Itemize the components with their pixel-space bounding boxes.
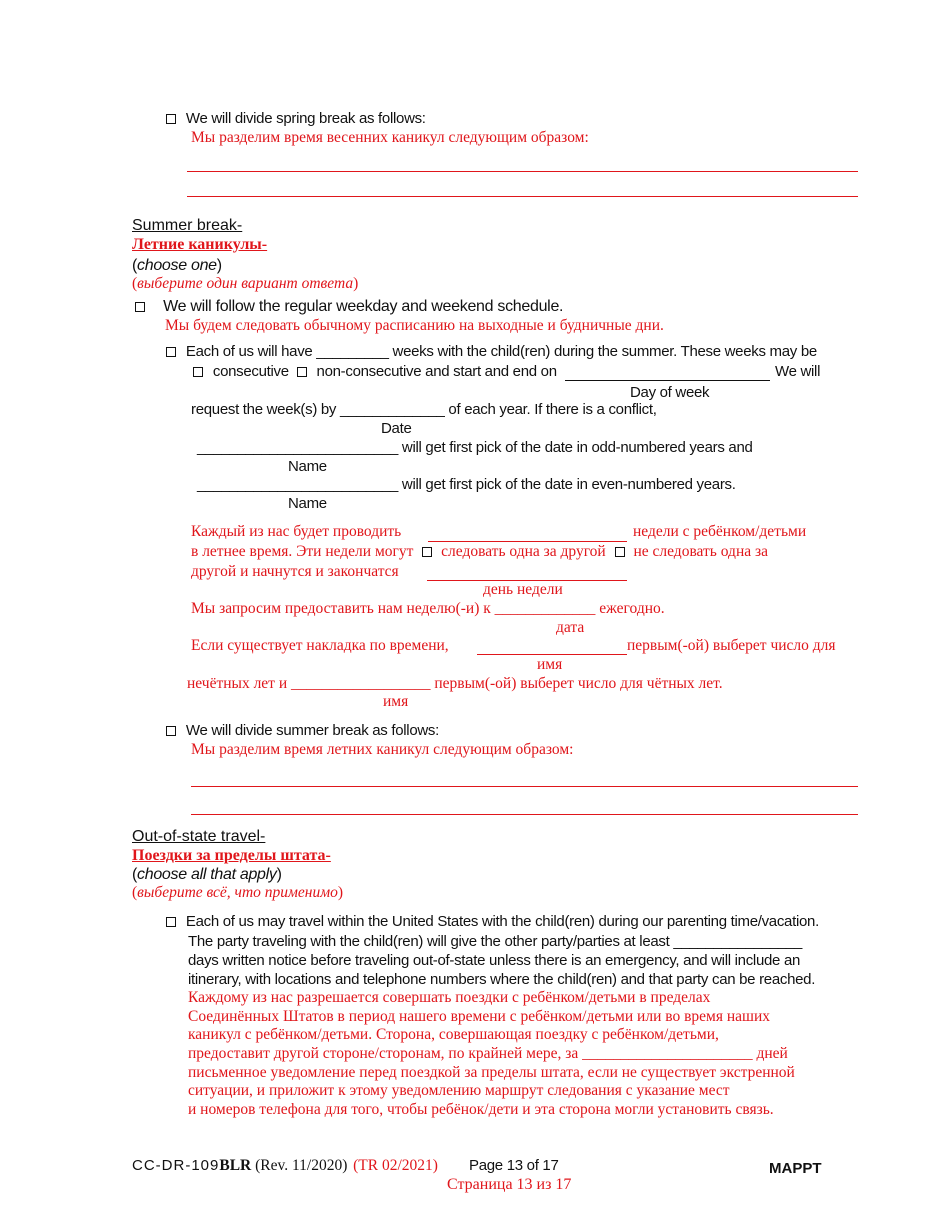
summer-heading-en: Summer break-: [132, 217, 243, 234]
summer-regular-label-en: We will follow the regular weekday and weekend schedule.: [163, 298, 564, 315]
footer-mappt: MAPPT: [769, 1160, 822, 1177]
summer-weeks-ru-3: другой и начнутся и закончатся: [191, 563, 399, 580]
summer-weeks-ru-1a: Каждый из нас будет проводить: [191, 523, 402, 540]
travel-ru-1: Каждому из нас разрешается совершать поездки с ребёнком/детьми в пределах: [188, 989, 711, 1006]
footer-form-id: CC-DR-109BLR (Rev. 11/2020) (TR 02/2021): [132, 1157, 438, 1174]
footer-page-en: Page 13 of 17: [469, 1157, 559, 1174]
summer-regular-label-ru: Мы будем следовать обычному расписанию на выходные и будничные дни.: [165, 317, 664, 334]
travel-en-4: itinerary, with locations and telephone numbers where the child(ren) and that party can be reached.: [188, 971, 816, 988]
name-caption-2: Name: [288, 495, 327, 512]
consecutive-checkbox[interactable]: [193, 367, 203, 377]
spring-line-2[interactable]: [187, 196, 858, 197]
travel-ru-3: каникул с ребёнком/детьми. Сторона, совершающая поездку с ребёнком/детьми,: [188, 1026, 719, 1043]
travel-heading-ru: Поездки за пределы штата-: [132, 847, 331, 864]
ru-date-caption: дата: [556, 619, 585, 636]
summer-divide-checkbox[interactable]: [166, 726, 176, 736]
odd-years-text: _________________________ will get first pick of the date in odd-numbered years and: [197, 439, 753, 456]
summer-heading-ru: Летние каникулы-: [132, 236, 268, 253]
name-caption-1: Name: [288, 458, 327, 475]
summer-divide-label-en: We will divide summer break as follows:: [185, 722, 439, 739]
travel-ru-6: ситуации, и приложит к этому уведомлению маршрут следования с указание мест: [188, 1082, 730, 1099]
summer-consecutive-row: [193, 363, 557, 380]
day-of-week-caption: Day of week: [630, 384, 710, 401]
travel-en-2: The party traveling with the child(ren) will give the other party/parties at least ________________: [188, 933, 803, 950]
summer-choose-en: (choose one): [132, 257, 222, 274]
travel-choose-ru: (выберите всё, что применимо): [132, 884, 344, 901]
travel-ru-7: и номеров телефона для того, чтобы ребёнок/дети и эта сторона могли установить связь.: [188, 1101, 774, 1118]
summer-choose-ru: (выберите один вариант ответа): [132, 275, 359, 292]
summer-line-2[interactable]: [191, 814, 858, 815]
summer-weeks-checkbox[interactable]: [166, 347, 176, 357]
travel-en-1: Each of us may travel within the United States with the child(ren) during our parenting time/vacation.: [185, 913, 819, 930]
consecutive-label: consecutive: [212, 363, 289, 380]
non-consecutive-label: non-consecutive and start and end on: [316, 363, 557, 380]
ru-name-caption-1: имя: [537, 656, 563, 673]
travel-checkbox[interactable]: [166, 917, 176, 927]
we-will-text: We will: [775, 363, 821, 380]
summer-weeks-line1-en: Each of us will have _________ weeks with the child(ren) during the summer. These weeks may be: [185, 343, 817, 360]
ru-name-caption-2: имя: [383, 693, 409, 710]
summer-divide-label-ru: Мы разделим время летних каникул следующим образом:: [191, 741, 574, 758]
summer-weeks-ru-1b: недели с ребёнком/детьми: [633, 523, 807, 540]
ru-consecutive-checkbox[interactable]: [422, 547, 432, 557]
ru-day-caption: день недели: [483, 581, 563, 598]
travel-en-3: days written notice before traveling out-of-state unless there is an emergency, and will include an: [188, 952, 801, 969]
ru-name-line-1[interactable]: [477, 654, 627, 655]
summer-regular-checkbox[interactable]: [135, 302, 145, 312]
summer-weeks-ru-5a: Если существует накладка по времени,: [191, 637, 449, 654]
travel-ru-4: предоставит другой стороне/сторонам, по крайней мере, за ______________________ дней: [188, 1045, 788, 1062]
ru-weeks-line[interactable]: [428, 541, 627, 542]
spring-divide-checkbox[interactable]: [166, 114, 176, 124]
summer-regular-option: [135, 298, 563, 316]
date-caption: Date: [381, 420, 412, 437]
travel-ru-5: письменное уведомление перед поездкой за пределы штата, если не существует экстренной: [188, 1064, 795, 1081]
summer-divide-option: [166, 722, 439, 739]
summer-weeks-ru-6: нечётных лет и __________________ первым(-ой) выберет число для чётных лет.: [187, 675, 723, 692]
summer-weeks-ru-4: Мы запросим предоставить нам неделю(-и) к _____________ ежегодно.: [191, 600, 665, 617]
day-of-week-line[interactable]: [565, 380, 770, 381]
travel-option: [166, 913, 819, 930]
summer-line-1[interactable]: [191, 786, 858, 787]
summer-weeks-ru-5b: первым(-ой) выберет число для: [627, 637, 836, 654]
travel-heading-en: Out-of-state travel-: [132, 828, 266, 845]
footer-page-ru: Страница 13 из 17: [447, 1176, 572, 1193]
spring-option: [166, 110, 426, 127]
spring-option-label-en: We will divide spring break as follows:: [185, 110, 426, 127]
even-years-text: _________________________ will get first pick of the date in even-numbered years.: [197, 476, 736, 493]
request-weeks-text: request the week(s) by _____________ of each year. If there is a conflict,: [191, 401, 657, 418]
ru-non-consecutive-checkbox[interactable]: [615, 547, 625, 557]
travel-ru-2: Соединённых Штатов в период нашего времени с ребёнком/детьми или во время наших: [188, 1008, 770, 1025]
spring-line-1[interactable]: [187, 171, 858, 172]
travel-choose-en: (choose all that apply): [132, 866, 282, 883]
summer-weeks-ru-2: в летнее время. Эти недели могут следовать одна за другой не следовать одна за: [191, 543, 768, 560]
spring-option-label-ru: Мы разделим время весенних каникул следующим образом:: [191, 129, 589, 146]
summer-weeks-option: [166, 343, 817, 360]
non-consecutive-checkbox[interactable]: [297, 367, 307, 377]
